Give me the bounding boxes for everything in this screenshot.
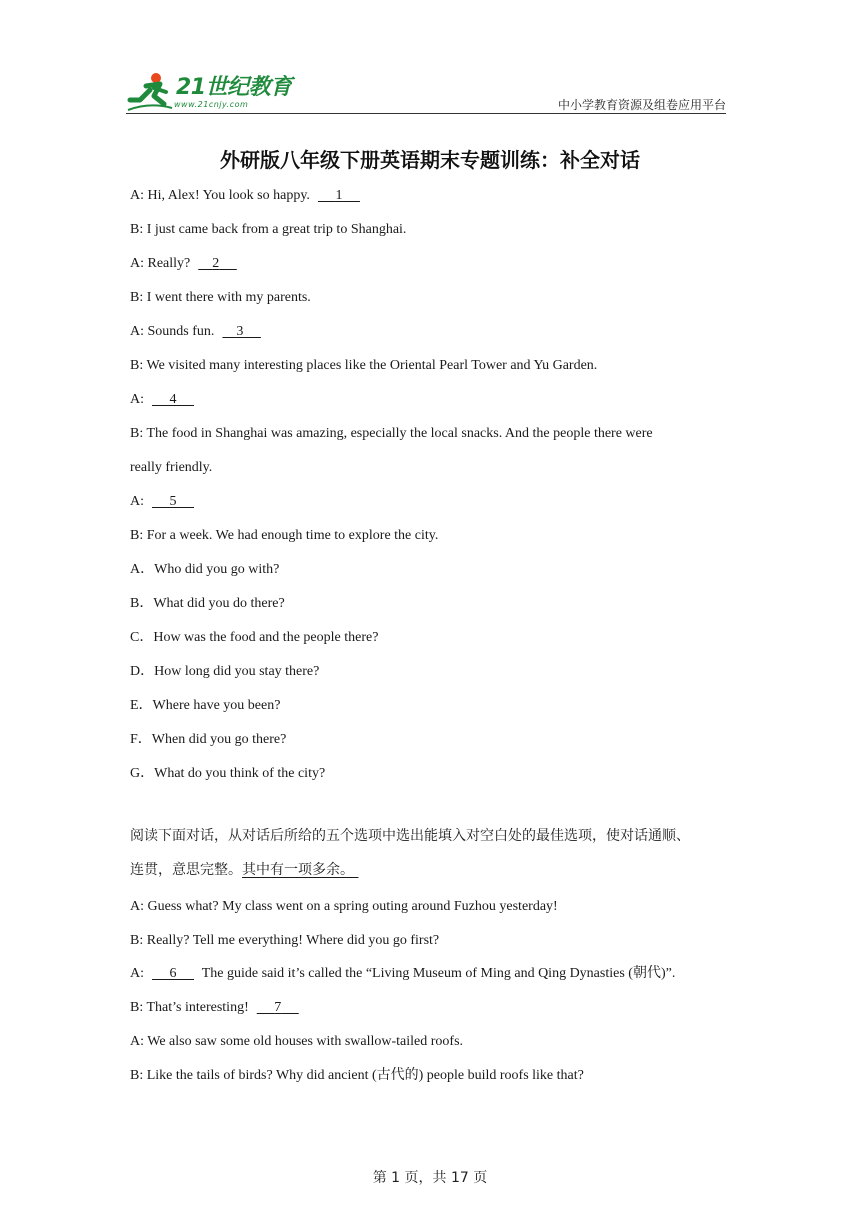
blank-5: 5 bbox=[169, 494, 177, 509]
platform-name: 中小学教育资源及组卷应用平台 bbox=[557, 98, 726, 112]
dialog-line: A: Sounds fun. 3 bbox=[130, 322, 262, 342]
dialog-line: A: 5 bbox=[130, 492, 195, 512]
logo-url: www.21cnjy.com bbox=[174, 100, 249, 109]
runner-logo-icon bbox=[126, 70, 174, 114]
dialog-line: B: Like the tails of birds? Why did ancient (古代的) people build roofs like that? bbox=[130, 1068, 584, 1083]
dialog-line: really friendly. bbox=[130, 460, 213, 475]
dialog-line: B: I went there with my parents. bbox=[130, 290, 311, 305]
option-c: C．How was the food and the people there? bbox=[130, 630, 379, 645]
logo bbox=[126, 70, 296, 114]
dialog-line: B: The food in Shanghai was amazing, especially the local snacks. And the people there were bbox=[130, 426, 653, 441]
dialog-line: A: Guess what? My class went on a spring outing around Fuzhou yesterday! bbox=[130, 899, 558, 914]
blank-3: 3 bbox=[236, 324, 244, 339]
dialog-line: B: Really? Tell me everything! Where did you go first? bbox=[130, 933, 440, 948]
logo-text: 21世纪教育 bbox=[176, 75, 292, 100]
dialog-line: A: Hi, Alex! You look so happy. 1 bbox=[130, 186, 361, 206]
blank-6: 6 bbox=[169, 966, 177, 981]
option-d: D．How long did you stay there? bbox=[130, 664, 320, 679]
dialog-line: A: Really? 2 bbox=[130, 254, 238, 274]
dialog-line: A: 6 The guide said it’s called the “Living Museum of Ming and Qing Dynasties (朝代)”. bbox=[130, 964, 675, 984]
dialog-line: B: I just came back from a great trip to Shanghai. bbox=[130, 222, 407, 237]
header-divider bbox=[126, 113, 726, 114]
instruction-line-2: 连贯，意思完整。其中有一项多余。 bbox=[130, 862, 354, 878]
blank-4: 4 bbox=[169, 392, 177, 407]
blank-2: 2 bbox=[212, 256, 220, 271]
option-e: E．Where have you been? bbox=[130, 698, 281, 713]
instruction-line-1: 阅读下面对话，从对话后所给的五个选项中选出能填入对空白处的最佳选项，使对话通顺、 bbox=[130, 828, 690, 844]
dialog-line: B: For a week. We had enough time to explore the city. bbox=[130, 528, 439, 543]
option-g: G．What do you think of the city? bbox=[130, 766, 326, 781]
dialog-line: A: We also saw some old houses with swallow-tailed roofs. bbox=[130, 1034, 464, 1049]
option-b: B．What did you do there? bbox=[130, 596, 285, 611]
blank-1: 1 bbox=[335, 188, 343, 203]
blank-7: 7 bbox=[274, 1000, 282, 1015]
page-title: 外研版八年级下册英语期末专题训练：补全对话 bbox=[220, 148, 640, 172]
option-f: F．When did you go there? bbox=[130, 732, 287, 747]
dialog-line: A: 4 bbox=[130, 390, 195, 410]
page-number: 第 1 页，共 17 页 bbox=[372, 1170, 488, 1186]
option-a: A．Who did you go with? bbox=[130, 562, 280, 577]
dialog-line: B: That’s interesting! 7 bbox=[130, 998, 300, 1018]
page-header bbox=[126, 66, 726, 116]
dialog-line: B: We visited many interesting places like the Oriental Pearl Tower and Yu Garden. bbox=[130, 358, 598, 373]
instruction-note: 其中有一项多余。 bbox=[242, 862, 354, 878]
